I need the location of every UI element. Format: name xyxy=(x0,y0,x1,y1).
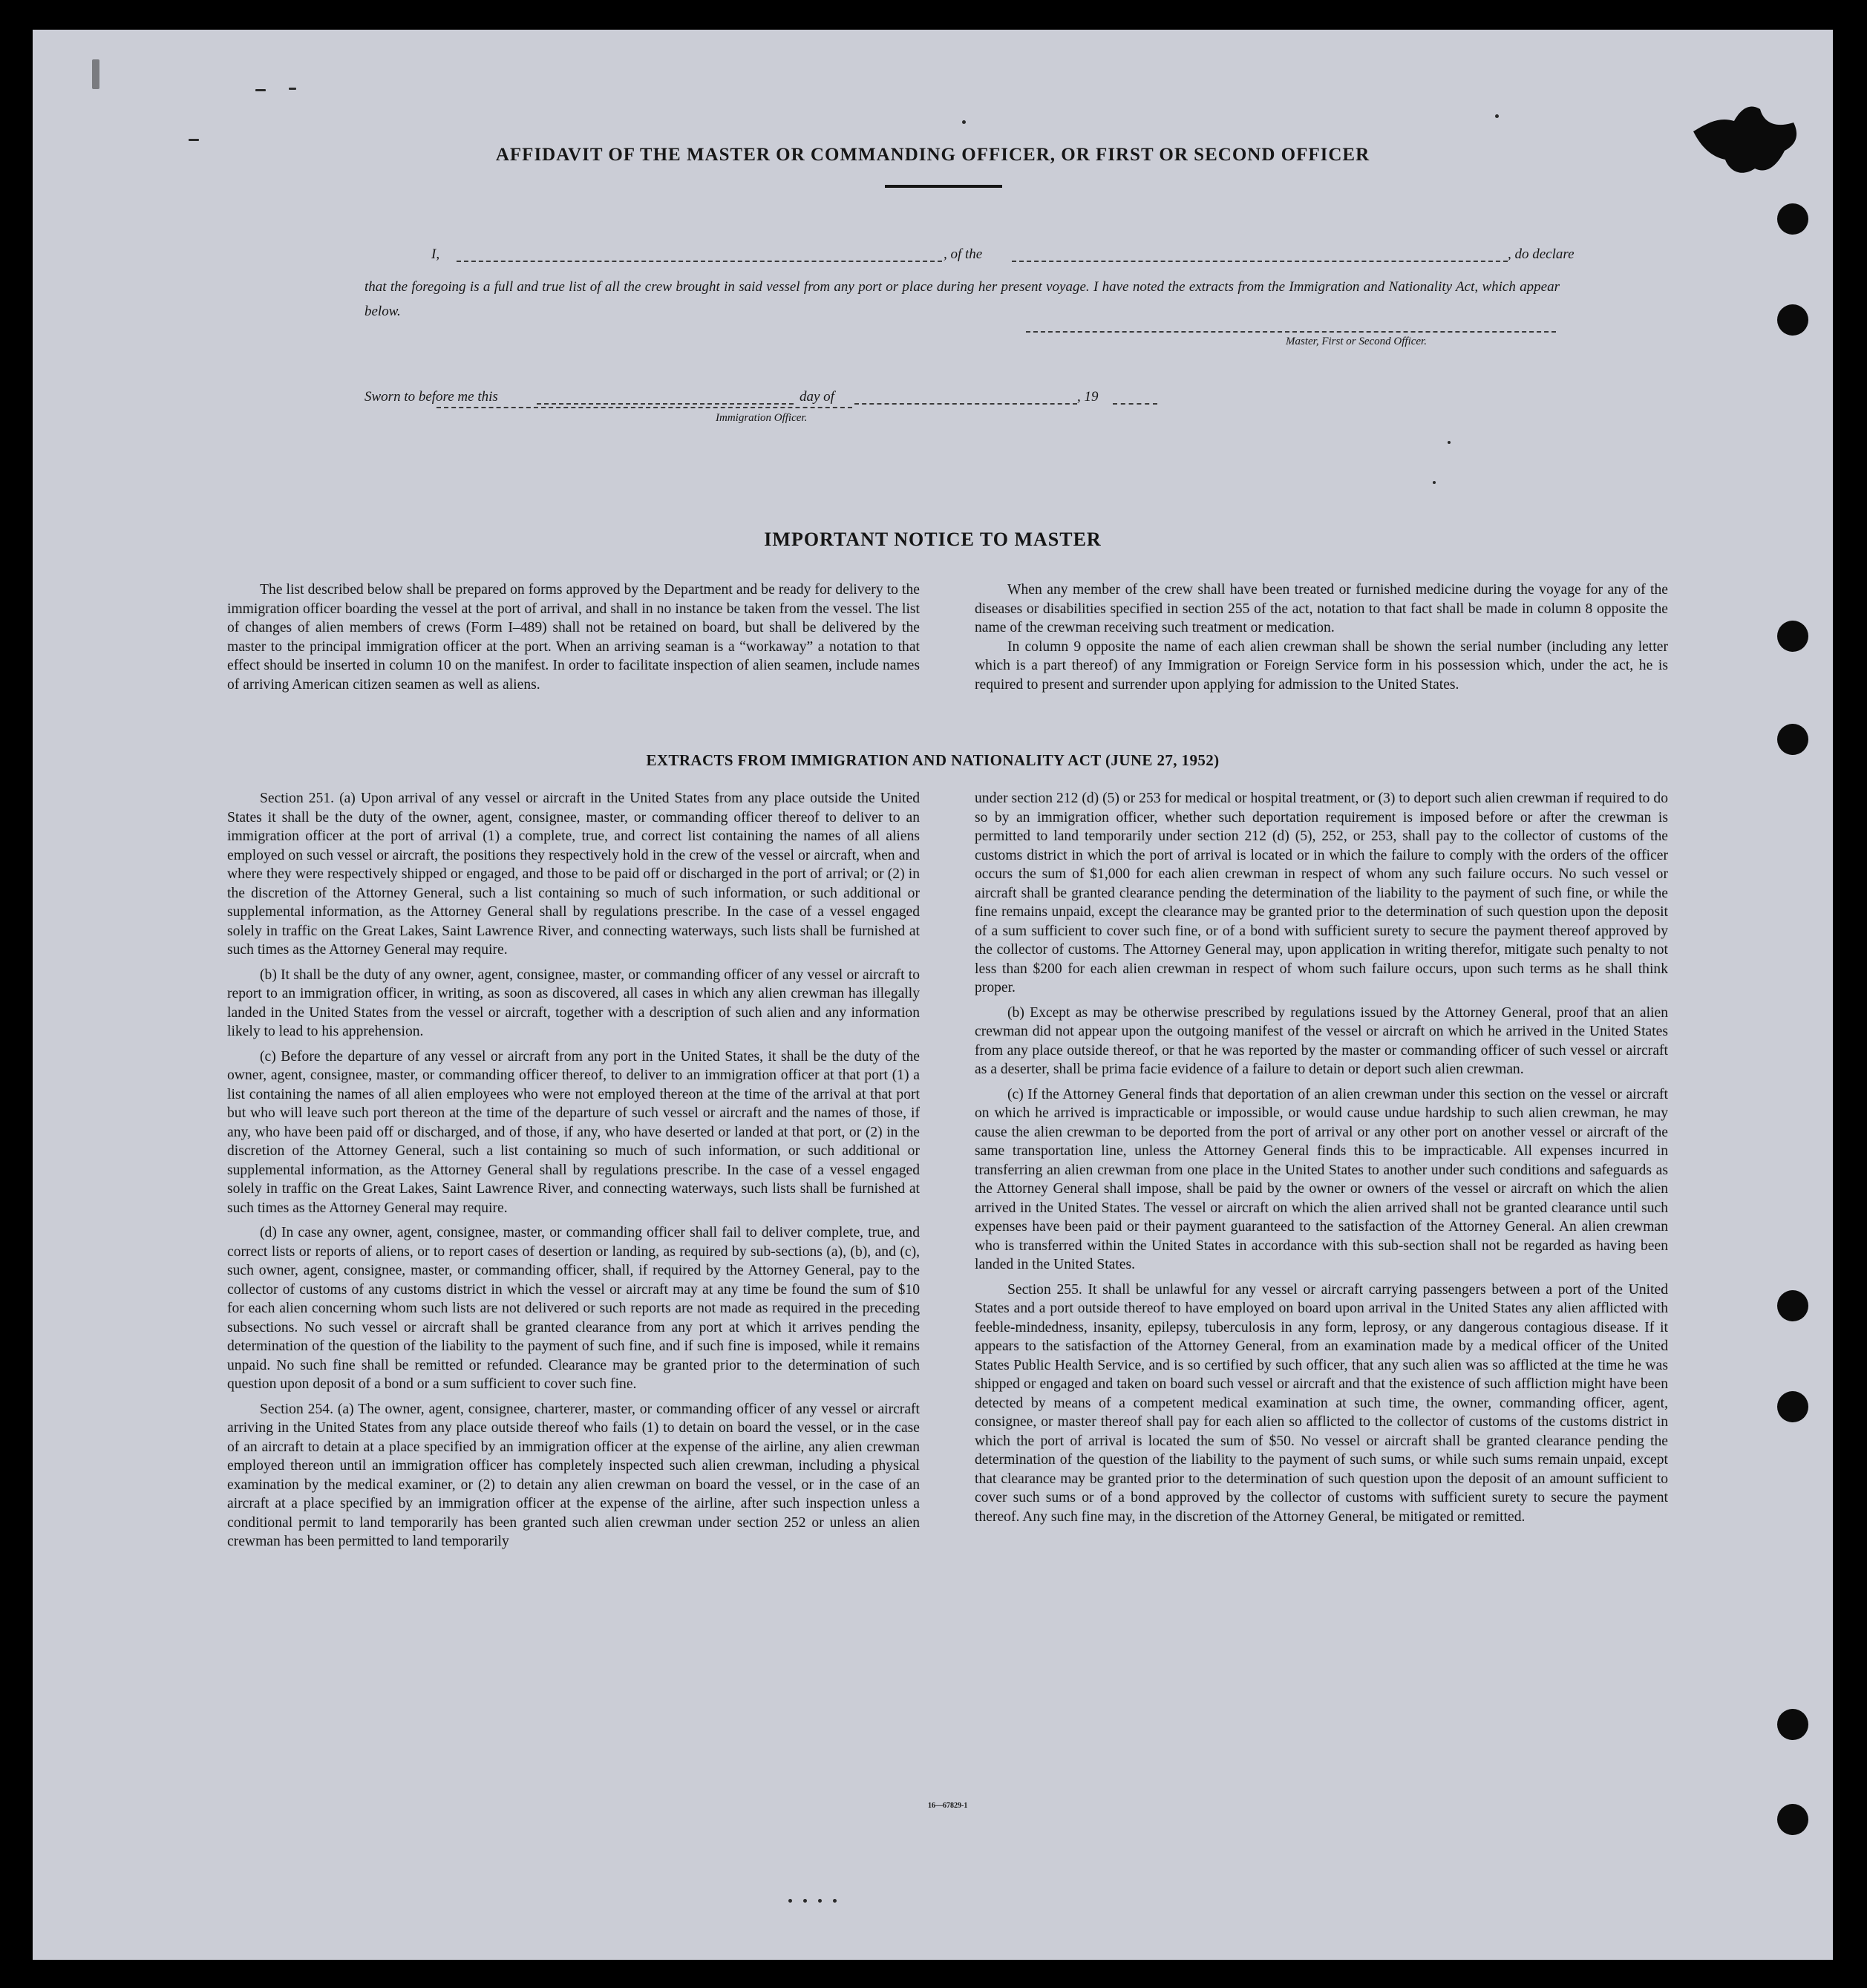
title-divider xyxy=(885,185,1002,188)
binder-hole xyxy=(1777,1391,1808,1422)
section-251-b: (b) It shall be the duty of any owner, agent, consignee, master, or commanding officer of any vessel or aircraft to report to an immigration officer, in writing, as soon as discovered, all cases in which any alien crewman has illegally landed in the United States from the vessel or aircraft, together with a description of such alien and any information likely to lead to his apprehension. xyxy=(227,967,920,1039)
section-254-c: (c) If the Attorney General finds that deportation of an alien crewman under this section on the vessel or aircraft on which he arrived is impracticable or impossible, or would cause undue hardship to such alien crewman, he may cause the alien crewman to be deported from the port of arrival or any other port on another vessel or aircraft of the same transportation line, unless the Attorney General finds this to be impracticable. All expenses incurred in transferring an alien crewman from one place in the United States to another under such conditions and safeguards as the Attorney General shall impose, shall be paid by the owner or owners of the vessel or aircraft on which the alien arrived in the United States. The vessel or aircraft on which the alien arrived shall not be granted clearance until such expenses have been paid or their payment guaranteed to the satisfaction of the Attorney General. An alien crewman who is transferred within the United States in accordance with this sub-section shall not be regarded as having been landed in the United States. xyxy=(975,1086,1668,1272)
torn-corner-mark xyxy=(1690,100,1801,182)
section-254-a-continued: under section 212 (d) (5) or 253 for medical or hospital treatment, or (3) to deport such alien crewman if required to do so by an immigration officer, whether such deportation requirement is imposed before or after the crewman is permitted to land temporarily under section 212 (d) (5), 252, or 253, shall pay to the collector of customs of the customs district in which the port of arrival is located or in which the failure to comply with the orders of the officer occurs the sum of $1,000 for each alien crewman in respect of whom any such failure occurs. No such vessel or aircraft shall be granted clearance pending the determination of the liability to the payment of such fine, or while the fine remains unpaid, except the clearance may be granted prior to the determination of such question upon the deposit of a sum sufficient to cover such fine, or of a bond with sufficient surety to secure the payment thereof approved by the collector of customs. The Attorney General may, upon application in writing therefor, mitigate such penalty to not less than $200 for each alien crewman in respect of whom such failure occurs, upon such terms as he shall think proper. xyxy=(975,791,1668,995)
speck xyxy=(833,1899,837,1903)
speck xyxy=(92,59,99,89)
master-signature-label: Master, First or Second Officer. xyxy=(1286,336,1427,347)
speck xyxy=(1448,441,1451,444)
declaration-line xyxy=(402,246,1575,266)
section-254-a: Section 254. (a) The owner, agent, consignee, charterer, master, or commanding officer of any vessel or aircraft arriving in the United States from any place outside thereof who fails (1) to detain on board the vessel, or in the case of an aircraft to detain at a place specified by an immigration officer at the expense of the airline, any alien crewman employed thereon until an immigration officer has completely inspected such alien crewman, including a physical examination by the medical examiner, or (2) to detain any alien crewman on board the vessel, or in the case of an aircraft at a place specified by an immigration officer at the expense of the airline, after such inspection unless a conditional permit to land temporarily has been granted such alien crewman under section 252 or unless an alien crewman has been permitted to land temporarily xyxy=(227,1401,920,1549)
section-251-a: Section 251. (a) Upon arrival of any vessel or aircraft in the United States from any place outside the United States it shall be the duty of the owner, agent, consignee, master, or commanding officer thereof to deliver to an immigration officer at the port of arrival (1) a complete, true, and correct list containing the names of all aliens employed on such vessel or aircraft, the positions they respectively hold in the crew of the vessel or aircraft, when and where they were respectively shipped or engaged, and those to be paid off or discharged in the port of arrival; or (2) in the discretion of the Attorney General, such a list containing so much of such information, or such additional or supplemental information, as the Attorney General shall by regulations prescribe. In the case of a vessel engaged solely in traffic on the Great Lakes, Saint Lawrence River, and connecting waterways, such lists shall be furnished at such times as the Attorney General may require. xyxy=(227,791,920,958)
extracts-right-column xyxy=(975,789,1668,1532)
speck xyxy=(1433,481,1436,484)
speck xyxy=(818,1899,822,1903)
declaration-i-label: I, xyxy=(431,246,440,262)
master-signature-line[interactable] xyxy=(1026,331,1556,333)
section-251-c: (c) Before the departure of any vessel or aircraft from any port in the United States, it shall be the duty of the owner, agent, consignee, master, or commanding officer thereof, to deliver to an immigration officer at that port (1) a list containing the names of all alien employees who were not employed thereon at the time of the arrival at that port but who will leave such port thereon at the time of the departure of such vessel or aircraft and the names of those, if any, who have been paid off or discharged, and of those, if any, who have deserted or landed at that port, or (2) in the discretion of the Attorney General, such a list containing so much of such information, or such additional or supplemental information, as the Attorney General shall by regulations prescribe. In the case of a vessel engaged solely in traffic on the Great Lakes, Saint Lawrence River, and connecting waterways, such lists shall be furnished at such times as the Attorney General may require. xyxy=(227,1048,920,1216)
notice-right-column xyxy=(975,581,1668,700)
vessel-blank[interactable] xyxy=(1012,261,1508,262)
sworn-month-blank[interactable] xyxy=(854,403,1077,405)
binder-hole xyxy=(1777,724,1808,755)
form-number: 16—67829-1 xyxy=(928,1802,968,1810)
binder-hole xyxy=(1777,1709,1808,1740)
name-blank[interactable] xyxy=(457,261,942,262)
binder-hole xyxy=(1777,203,1808,235)
speck xyxy=(962,120,966,124)
sworn-year-label: , 19 xyxy=(1077,389,1099,405)
declaration-vessel-label: , of the xyxy=(944,246,983,262)
declaration-text: that the foregoing is a full and true list of all the crew brought in said vessel from any port or place during her present voyage. I have noted the extracts from the Immigration and Nationality Act, which appear below. xyxy=(364,279,1560,319)
extracts-title: EXTRACTS FROM IMMIGRATION AND NATIONALITY ACT (JUNE 27, 1952) xyxy=(646,751,1220,769)
speck xyxy=(788,1899,792,1903)
officer-signature-label: Immigration Officer. xyxy=(716,412,808,424)
notice-left-column xyxy=(227,581,920,700)
binder-hole xyxy=(1777,621,1808,652)
notice-title: IMPORTANT NOTICE TO MASTER xyxy=(764,529,1102,550)
sworn-day-blank[interactable] xyxy=(537,403,794,405)
section-254-b: (b) Except as may be otherwise prescribed by regulations issued by the Attorney General, proof that an alien crewman did not appear upon the outgoing manifest of the vessel or aircraft on which he arrived in the United States from any place outside thereof, or that he was reported by the master or commanding officer of such vessel or aircraft as a deserter, shall be prima facie evidence of a failure to detain or deport such alien crewman. xyxy=(975,1004,1668,1077)
notice-paragraph: In column 9 opposite the name of each alien crewman shall be shown the serial number (including any letter which is a part thereof) of any Immigration or Foreign Service form in his possession which, under the act, he is required to present and surrender upon applying for admission to the United States. xyxy=(975,638,1668,693)
binder-hole xyxy=(1777,304,1808,336)
declaration-end-label: , do declare xyxy=(1508,246,1575,262)
extracts-left-column xyxy=(227,789,920,1557)
document-page xyxy=(33,30,1833,1960)
speck xyxy=(289,88,296,90)
sworn-line xyxy=(364,389,1255,408)
binder-hole xyxy=(1777,1290,1808,1321)
affidavit-title: AFFIDAVIT OF THE MASTER OR COMMANDING OFFICER, OR FIRST OR SECOND OFFICER xyxy=(495,145,1370,165)
speck xyxy=(255,89,266,91)
notice-paragraph: The list described below shall be prepared on forms approved by the Department and be ready for delivery to the immigration officer boarding the vessel at the port of arrival, and shall in no instance be taken from the vessel. The list of changes of alien members of crews (Form I–489) shall not be retained on board, but shall be delivered by the master to the principal immigration officer at the port. When an arriving seaman is a “workaway” a notation to that effect should be inserted in column 10 on the manifest. In order to facilitate inspection of alien seamen, include names of arriving American citizen seamen as well as aliens. xyxy=(227,582,920,693)
sworn-label: Sworn to before me this xyxy=(364,389,498,405)
notice-paragraph: When any member of the crew shall have been treated or furnished medicine during the voyage for any of the diseases or disabilities specified in section 255 of the act, notation to that fact shall be made in column 8 opposite the name of the crewman receiving such treatment or medication. xyxy=(975,582,1668,635)
section-255: Section 255. It shall be unlawful for any vessel or aircraft carrying passengers between a port of the United States and a port outside thereof to have employed on board upon arrival in the United States any alien afflicted with feeble-mindedness, insanity, epilepsy, tuberculosis in any form, leprosy, or any dangerous contagious disease. If it appears to the satisfaction of the Attorney General, from an examination made by a medical officer of the United States Public Health Service, and is so certified by such officer, that any such alien was so afflicted at the time he was shipped or engaged and taken on board such vessel or aircraft and that the existence of such affliction might have been detected by means of a competent medical examination at such time, the owner, commanding officer, agent, consignee, or master thereof shall pay for each alien so afflicted to the collector of customs of the customs district in which the port of arrival is located the sum of $50. No vessel or aircraft shall be granted clearance pending the determination of the question of the liability to the payment of such sums, or while such sums remain unpaid, except that clearance may be granted prior to the determination of such question upon the deposit of an amount sufficient to cover such sums or of a bond approved by the collector of customs with sufficient surety to secure the payment thereof. Any such fine may, in the discretion of the Attorney General, be mitigated or remitted. xyxy=(975,1281,1668,1525)
binder-hole xyxy=(1777,1804,1808,1835)
officer-signature-line[interactable] xyxy=(436,407,852,408)
section-251-d: (d) In case any owner, agent, consignee, master, or commanding officer shall fail to deliver complete, true, and correct lists or reports of aliens, or to report cases of desertion or landing, as required by sub-sections (a), (b), and (c), such owner, agent, consignee, master, or commanding officer, shall, if required by the Attorney General, pay to the collector of customs of any customs district in which the vessel or aircraft may at any time be found the sum of $10 for each alien concerning whom such lists are not delivered or such reports are not made as required in the preceding subsections. No such vessel or aircraft shall be granted clearance from any port at which it arrives pending the determination of the question of the liability to the payment of such fine, and if such fine is imposed, while it remains unpaid. No such fine shall be remitted or refunded. Clearance may be granted prior to the determination of such question upon deposit of a bond or a sum sufficient to cover such fine. xyxy=(227,1225,920,1392)
speck xyxy=(189,139,199,141)
sworn-year-blank[interactable] xyxy=(1113,403,1157,405)
speck xyxy=(803,1899,807,1903)
sworn-day-label: day of xyxy=(800,389,834,405)
speck xyxy=(1495,114,1499,118)
